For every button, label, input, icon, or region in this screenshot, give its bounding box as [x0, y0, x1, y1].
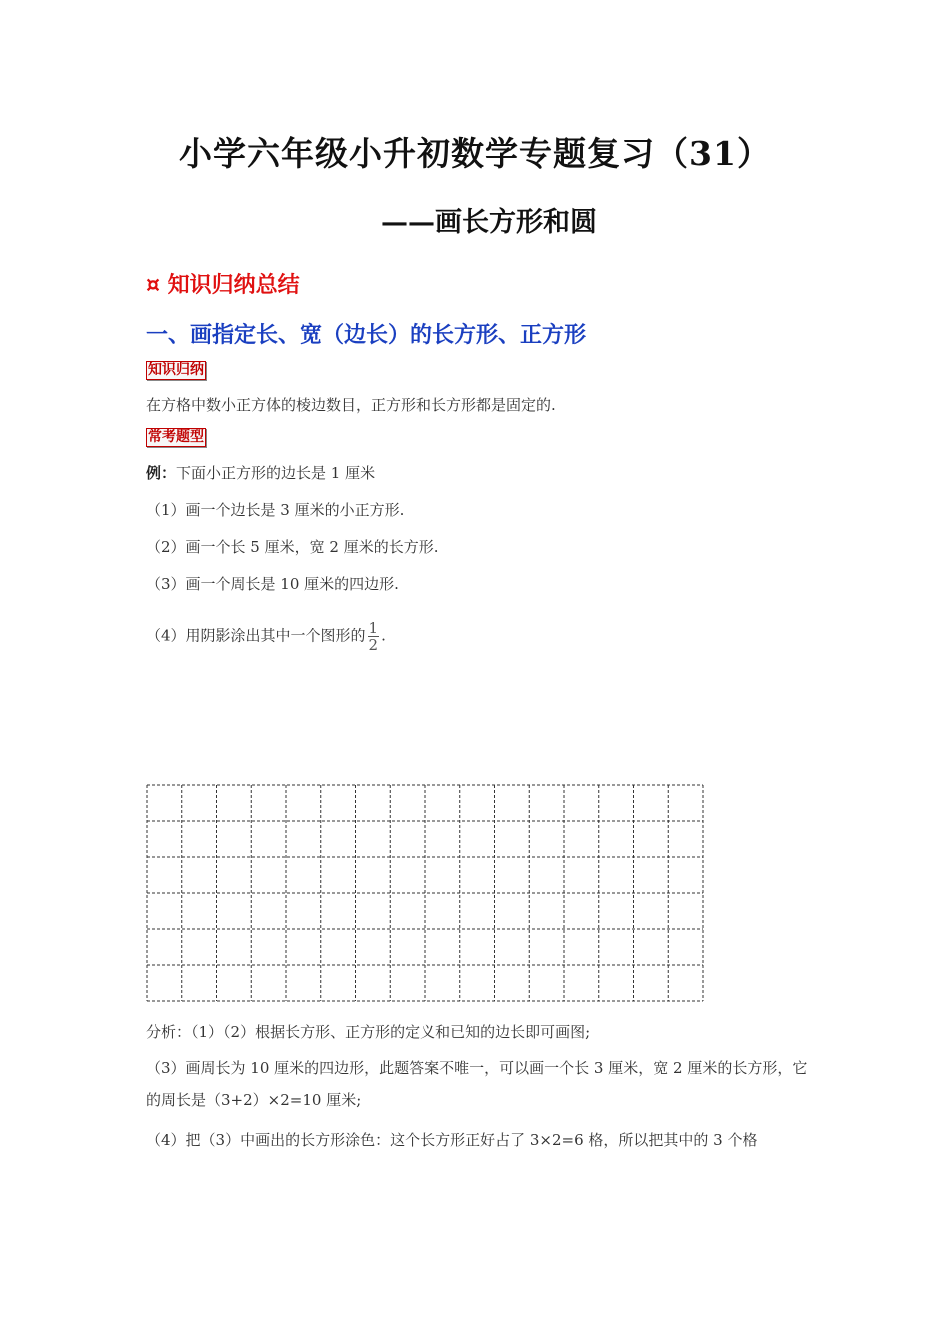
- fraction-numerator: 1: [368, 619, 379, 637]
- knowledge-text: 在方格中数小正方体的棱边数目，正方形和长方形都是固定的.: [146, 396, 556, 414]
- section-heading: ¤ 知识归纳总结: [146, 273, 300, 298]
- page-title: 小学六年级小升初数学专题复习（31）: [179, 134, 771, 173]
- example-text: 下面小正方形的边长是 1 厘米: [176, 464, 376, 482]
- question-4-text: （4）用阴影涂出其中一个图形的: [146, 626, 366, 645]
- question-3: （3）画一个周长是 10 厘米的四边形.: [146, 575, 399, 593]
- question-4: [146, 620, 386, 653]
- exam-tag: 常考题型: [148, 429, 204, 445]
- page-subtitle: ——画长方形和圆: [381, 207, 597, 238]
- analysis-line-3: （4）把（3）中画出的长方形涂色：这个长方形正好占了 3×2=6 格，所以把其中的 3 个格: [146, 1131, 758, 1149]
- example-line: [146, 462, 375, 483]
- question-1: （1）画一个边长是 3 厘米的小正方形.: [146, 501, 405, 519]
- question-2: （2）画一个长 5 厘米，宽 2 厘米的长方形.: [146, 538, 439, 556]
- example-label: 例：: [146, 464, 177, 482]
- square-grid: [146, 784, 704, 1002]
- question-4-end: .: [381, 626, 386, 645]
- knowledge-tag: 知识归纳: [148, 362, 204, 378]
- fraction-denominator: 2: [368, 636, 379, 654]
- fraction-half: [368, 620, 380, 653]
- analysis-line-2: （3）画周长为 10 厘米的四边形，此题答案不唯一，可以画一个长 3 厘米，宽 2 厘米的长方形，它的周长是（3+2）×2=10 厘米;: [146, 1059, 808, 1109]
- subsection-heading: 一、画指定长、宽（边长）的长方形、正方形: [146, 323, 587, 348]
- analysis-line-1: 分析：（1）（2）根据长方形、正方形的定义和已知的边长即可画图;: [146, 1023, 591, 1041]
